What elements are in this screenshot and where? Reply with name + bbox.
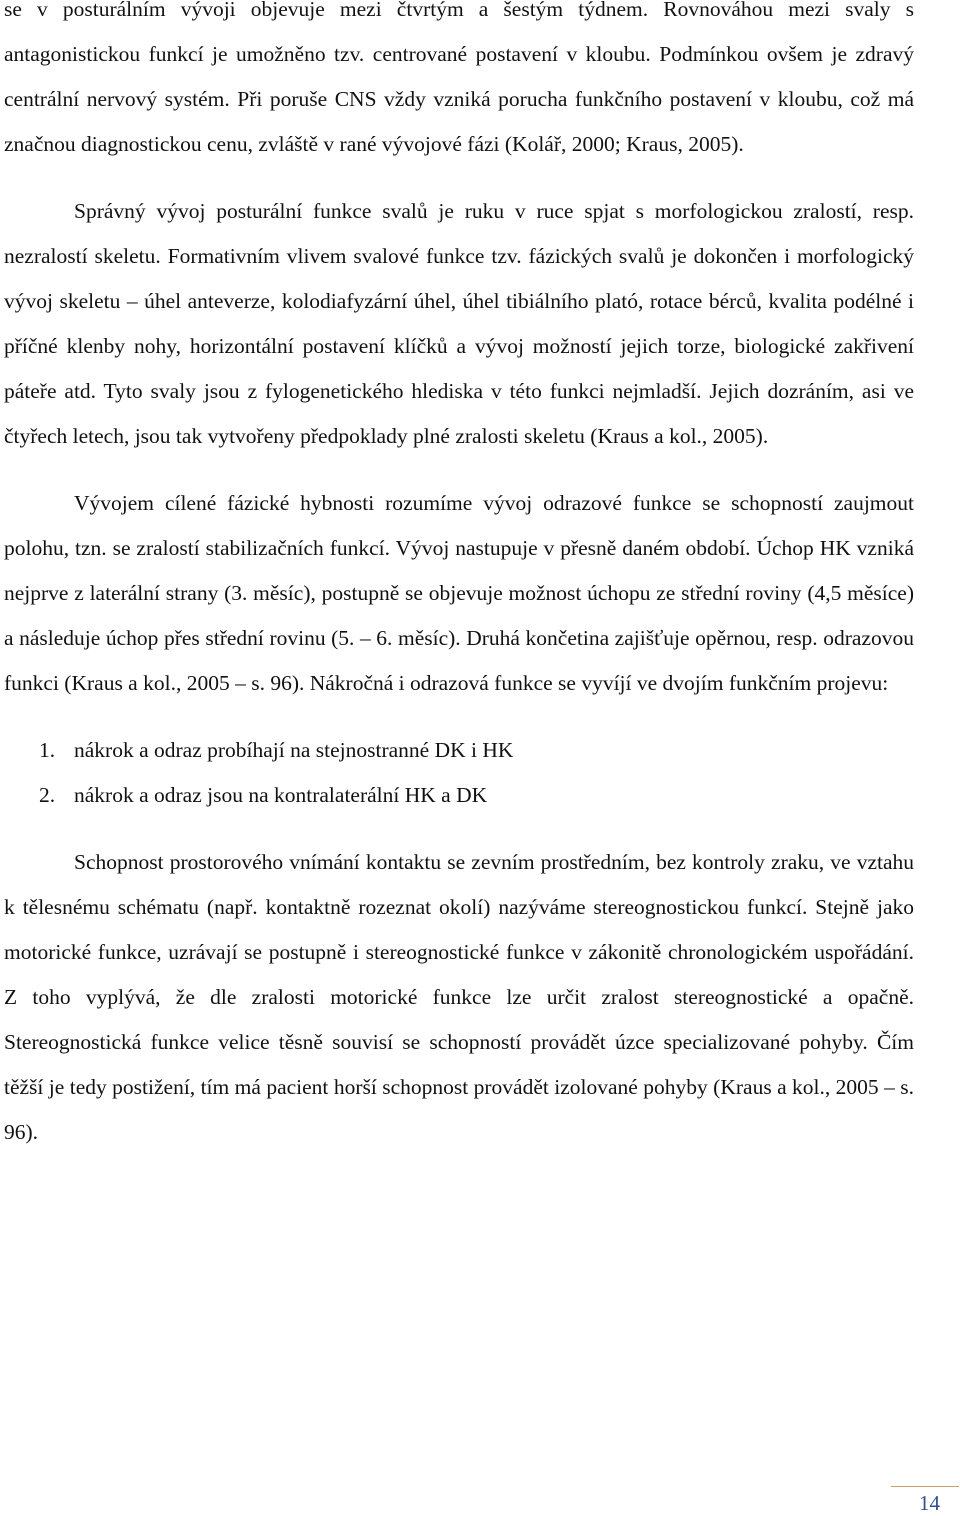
list-item xyxy=(4,728,914,773)
footer-rule xyxy=(891,1486,959,1487)
list-item-text: nákrok a odraz probíhají na stejnostranné DK i HK xyxy=(74,738,514,762)
paragraph-2 xyxy=(4,189,914,459)
paragraph-4-text: Schopnost prostorového vnímání kontaktu se zevním prostředním, bez kontroly zraku, ve vztahu k tělesnému schématu (např. kontaktně rozeznat okolí) nazýváme stereognostickou funkcí. Stejně jako motorické funkce, uzrávají se postupně i stereognostické funkce v zákonitě chronologickém uspořádání. Z toho vyplývá, že dle zralosti motorické funkce lze určit zralost stereognostické a opačně. Stereognostická funkce velice těsně souvisí se schopností provádět úzce specializované pohyby. Čím těžší je tedy postižení, tím má pacient horší schopnost provádět izolované pohyby (Kraus a kol., 2005 – s. 96). xyxy=(4,850,914,1144)
list-item-text: nákrok a odraz jsou na kontralaterální HK a DK xyxy=(74,783,488,807)
numbered-list xyxy=(4,728,914,818)
document-page xyxy=(4,0,914,1177)
paragraph-2-text: Správný vývoj posturální funkce svalů je ruku v ruce spjat s morfologickou zralostí, resp. nezralostí skeletu. Formativním vlivem svalové funkce tzv. fázických svalů je dokončen i morfologický vývoj skeletu – úhel anteverze, kolodiafyzární úhel, úhel tibiálního plató, rotace bérců, kvalita podélné i příčné klenby nohy, horizontální postavení klíčků a vývoj možností jejich torze, biologické zakřivení páteře atd. Tyto svaly jsou z fylogenetického hlediska v této funkci nejmladší. Jejich dozráním, asi ve čtyřech letech, jsou tak vytvořeny předpoklady plné zralosti skeletu (Kraus a kol., 2005). xyxy=(4,199,914,448)
paragraph-1 xyxy=(4,0,914,167)
list-item-number: 1. xyxy=(39,738,56,762)
paragraph-4 xyxy=(4,840,914,1155)
page-number: 14 xyxy=(919,1491,940,1515)
list-item xyxy=(4,773,914,818)
paragraph-3 xyxy=(4,481,914,706)
list-item-number: 2. xyxy=(39,783,56,807)
paragraph-3-text: Vývojem cílené fázické hybnosti rozumíme vývoj odrazové funkce se schopností zaujmout polohu, tzn. se zralostí stabilizačních funkcí. Vývoj nastupuje v přesně daném období. Úchop HK vzniká nejprve z laterální strany (3. měsíc), postupně se objevuje možnost úchopu ze střední roviny (4,5 měsíce) a následuje úchop přes střední rovinu (5. – 6. měsíc). Druhá končetina zajišťuje opěrnou, resp. odrazovou funkci (Kraus a kol., 2005 – s. 96). Nákročná i odrazová funkce se vyvíjí ve dvojím funkčním projevu: xyxy=(4,491,914,695)
paragraph-1-text: se v posturálním vývoji objevuje mezi čtvrtým a šestým týdnem. Rovnováhou mezi svaly s antagonistickou funkcí je umožněno tzv. centrované postavení v kloubu. Podmínkou ovšem je zdravý centrální nervový systém. Při poruše CNS vždy vzniká porucha funkčního postavení v kloubu, což má značnou diagnostickou cenu, zvláště v rané vývojové fázi (Kolář, 2000; Kraus, 2005). xyxy=(4,0,914,156)
